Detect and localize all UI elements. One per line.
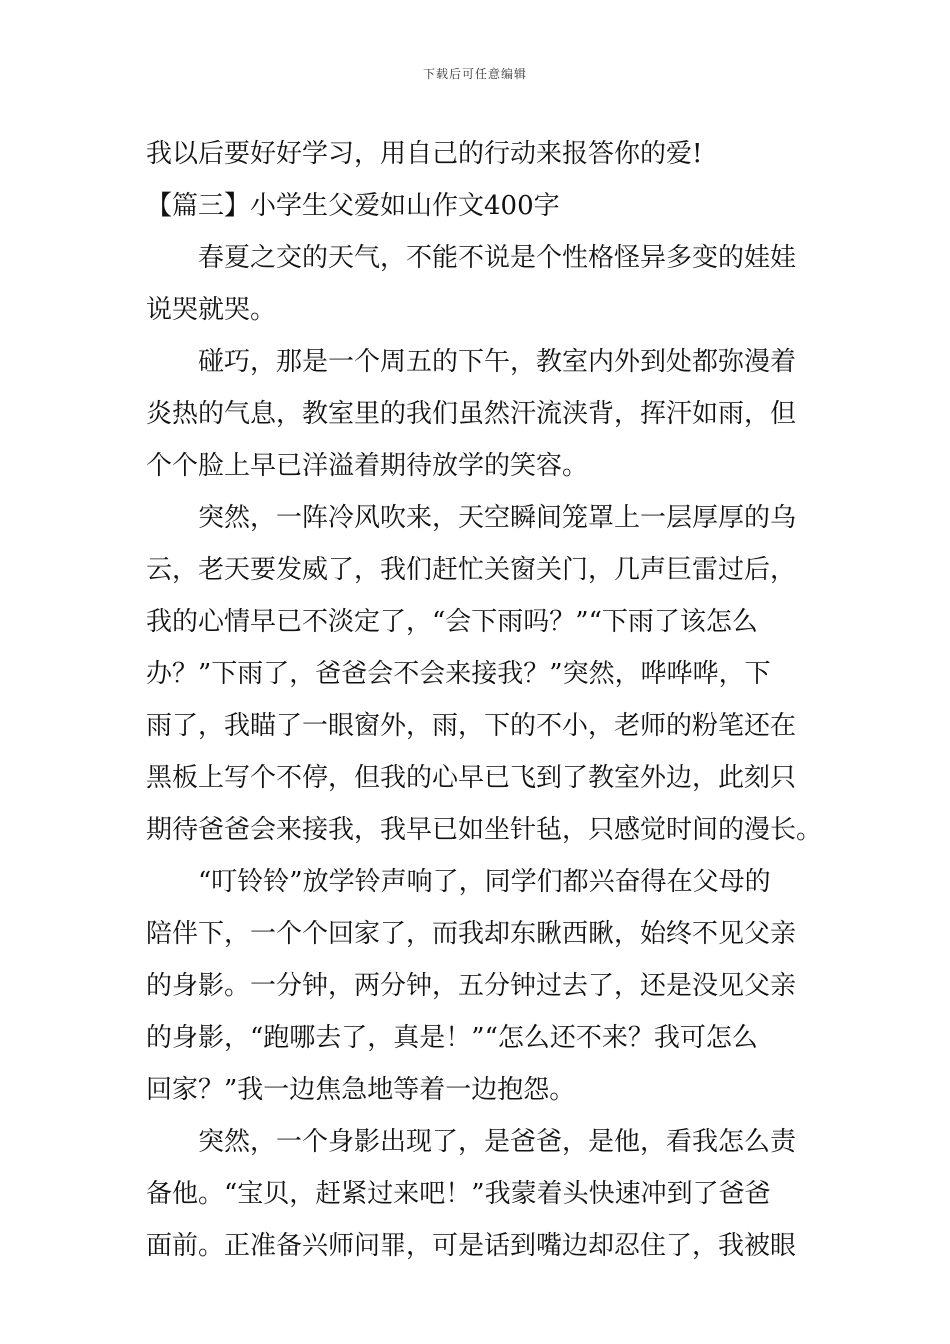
text-line: 黑板上写个不停，但我的心早已飞到了教室外边，此刻只 [146, 763, 797, 793]
text-line: 办？”下雨了，爸爸会不会来接我？”突然，哗哗哗，下 [146, 659, 771, 689]
section-title: 【篇三】小学生父爱如山作文400字 [146, 191, 560, 221]
text-line: 个个脸上早已洋溢着期待放学的笑容。 [146, 451, 589, 481]
text-line: 的身影，“跑哪去了，真是！”“怎么还不来？我可怎么 [146, 1023, 758, 1053]
paragraph-start-line: “叮铃铃”放学铃声响了，同学们都兴奋得在父母的 [198, 867, 771, 897]
text-line: 备他。“宝贝，赶紧过来吧！”我蒙着头快速冲到了爸爸 [146, 1179, 771, 1209]
page-header: 下载后可任意编辑 [422, 67, 527, 81]
text-line: 的身影。一分钟，两分钟，五分钟过去了，还是没见父亲 [146, 971, 797, 1001]
text-line: 期待爸爸会来接我，我早已如坐针毡，只感觉时间的漫长。 [146, 815, 823, 845]
text-line: 陪伴下，一个个回家了，而我却东瞅西瞅，始终不见父亲 [146, 919, 797, 949]
paragraph-start-line: 碰巧，那是一个周五的下午，教室内外到处都弥漫着 [198, 347, 797, 377]
paragraph-start-line: 突然，一个身影出现了，是爸爸，是他，看我怎么责 [198, 1127, 797, 1157]
document-body [146, 128, 823, 1272]
text-line: 回家？”我一边焦急地等着一边抱怨。 [146, 1075, 576, 1105]
text-line: 云，老天要发威了，我们赶忙关窗关门，几声巨雷过后， [146, 555, 797, 585]
text-line: 我的心情早已不淡定了，“会下雨吗？”“下雨了该怎么 [146, 607, 758, 637]
text-line: 我以后要好好学习，用自己的行动来报答你的爱! [146, 139, 703, 169]
paragraph-start-line: 突然，一阵冷风吹来，天空瞬间笼罩上一层厚厚的乌 [198, 503, 797, 533]
text-line: 说哭就哭。 [146, 295, 277, 325]
text-line: 面前。正准备兴师问罪，可是话到嘴边却忍住了，我被眼 [146, 1231, 797, 1261]
text-line: 雨了，我瞄了一眼窗外，雨，下的不小，老师的粉笔还在 [146, 711, 797, 741]
paragraph-start-line: 春夏之交的天气，不能不说是个性格怪异多变的娃娃 [198, 243, 797, 273]
text-line: 炎热的气息，教室里的我们虽然汗流浃背，挥汗如雨，但 [146, 399, 797, 429]
